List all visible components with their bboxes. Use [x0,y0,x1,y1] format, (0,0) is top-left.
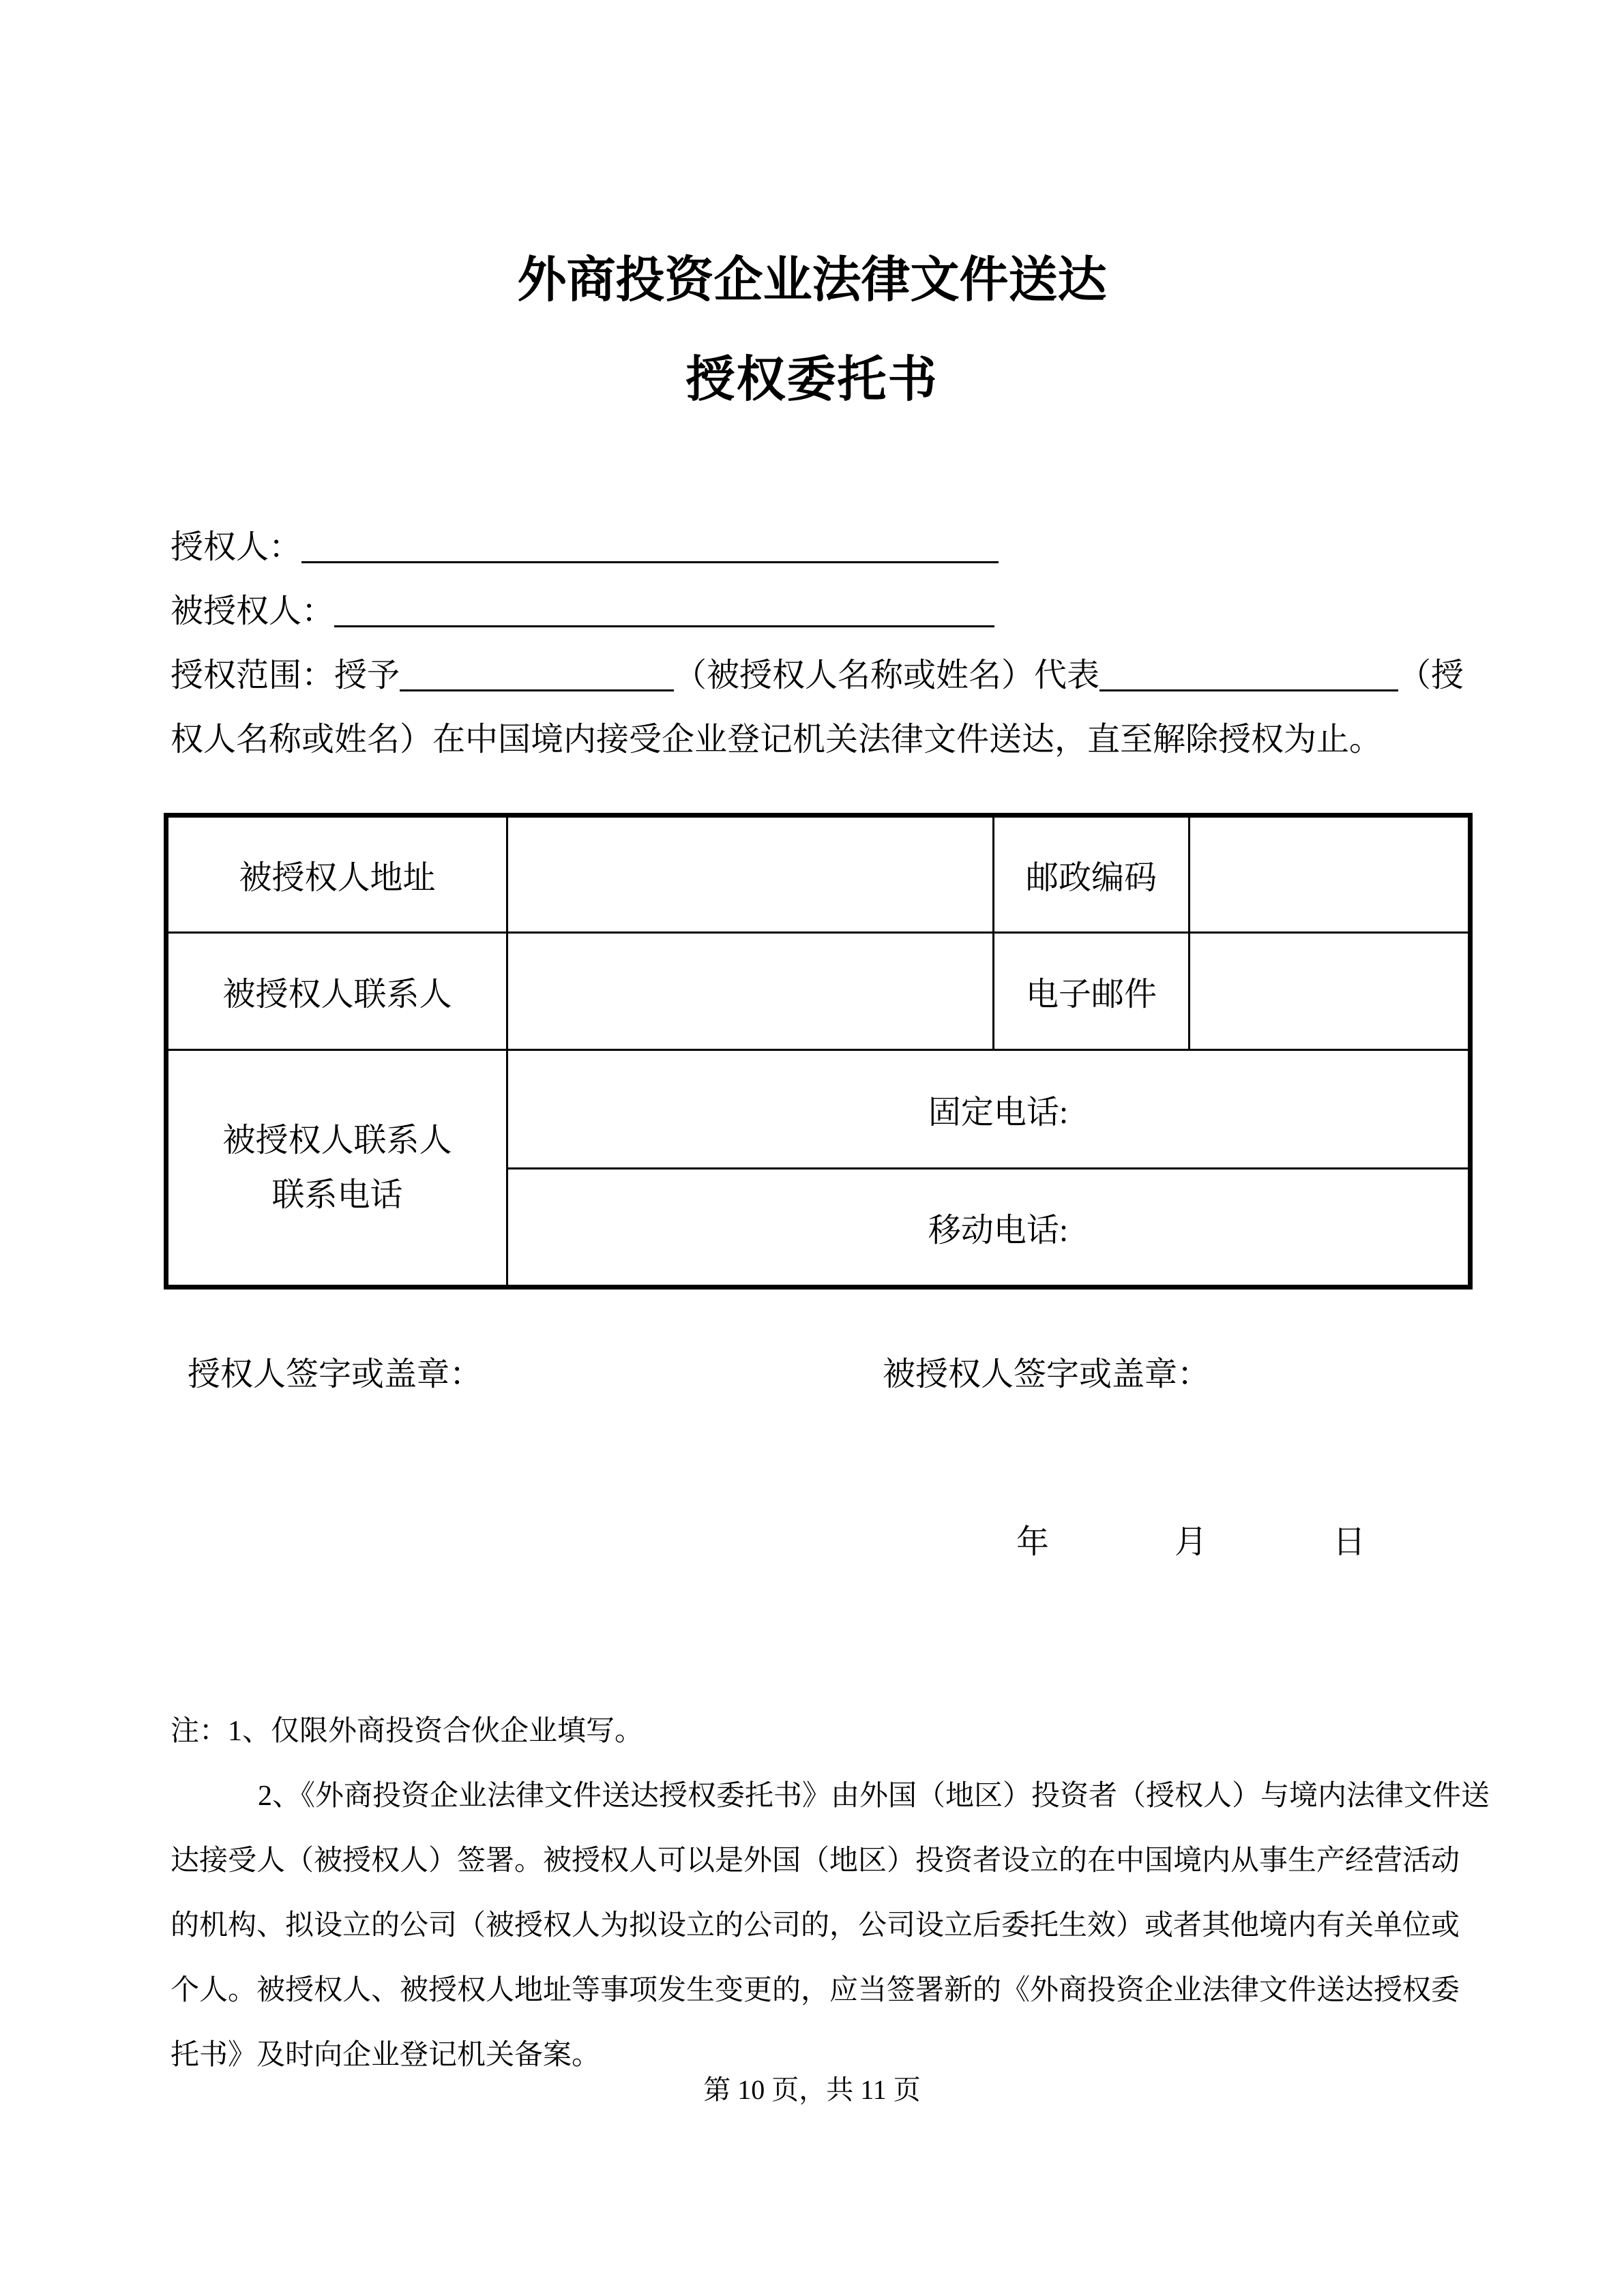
authorizee-input-blank[interactable] [334,596,994,627]
fixed-phone-cell [507,1050,1471,1169]
date-day-label: 日 [1333,1524,1366,1560]
note-line-2: 2、《外商投资企业法律文件送达授权委托书》由外国（地区）投资者（授权人）与境内法律文件送 [258,1780,1490,1812]
authorizer-label: 授权人： [171,529,302,565]
table-row-address [166,816,1471,933]
fixed-phone-label: 固定电话: [928,1094,1069,1131]
scope-tail-text: （授 [1398,657,1464,694]
contact-label-cell: 被授权人联系人 [166,933,507,1050]
scope-field-line [171,653,1464,698]
authorizer-signature-label: 授权人签字或盖章： [188,1356,483,1392]
note-line-1: 注：1、仅限外商投资合伙企业填写。 [171,1716,644,1747]
date-year-label: 年 [1016,1524,1050,1560]
authorizer-field-line [171,525,999,570]
page-number-footer: 第 10 页，共 11 页 [703,2074,921,2105]
email-value-cell[interactable] [1190,933,1471,1050]
contact-value-cell[interactable] [507,933,994,1050]
mobile-phone-label: 移动电话: [928,1212,1069,1249]
note-line-3: 达接受人（被授权人）签署。被授权人可以是外国（地区）投资者设立的在中国境内从事生产经营活动 [171,1845,1460,1877]
phone-label-cell [166,1050,507,1287]
scope-mid-text: （被授权人名称或姓名）代表 [674,657,1100,694]
scope-input-blank-1[interactable] [400,660,674,691]
address-value-cell[interactable] [507,816,994,933]
authorizee-field-line [171,589,994,634]
postal-code-label-cell: 邮政编码 [994,816,1190,933]
scope-wrap-line: 权人名称或姓名）在中国境内接受企业登记机关法律文件送达，直至解除授权为止。 [171,721,1383,758]
date-month-label: 月 [1175,1524,1208,1560]
email-label-cell: 电子邮件 [994,933,1190,1050]
document-title-line2: 授权委托书 [685,353,939,407]
scope-input-blank-2[interactable] [1099,660,1398,691]
authorizee-info-table [164,813,1473,1289]
notes-section [171,1699,1490,2088]
note-line-4: 的机构、拟设立的公司（被授权人为拟设立的公司的，公司设立后委托生效）或者其他境内有关单位或 [171,1910,1460,1941]
phone-label-line1: 被授权人联系人 [222,1122,452,1159]
date-line [1016,1522,1365,1563]
authorizer-input-blank[interactable] [301,532,999,563]
address-label-cell: 被授权人地址 [166,816,507,933]
authorizee-label: 被授权人： [171,593,335,629]
mobile-phone-cell [507,1169,1471,1287]
phone-label-line2: 联系电话 [271,1176,403,1213]
scope-label: 授权范围：授予 [171,657,400,694]
postal-code-value-cell[interactable] [1190,816,1471,933]
table-row-contact [166,933,1471,1050]
table-row-fixed-phone [166,1050,1471,1169]
document-title-line1: 外商投资企业法律文件送达 [517,253,1107,308]
authorizee-signature-label: 被授权人签字或盖章： [883,1356,1211,1392]
note-line-6: 托书》及时向企业登记机关备案。 [171,2040,601,2071]
note-line-5: 个人。被授权人、被授权人地址等事项发生变更的，应当签署新的《外商投资企业法律文件送达授权委 [171,1975,1460,2006]
